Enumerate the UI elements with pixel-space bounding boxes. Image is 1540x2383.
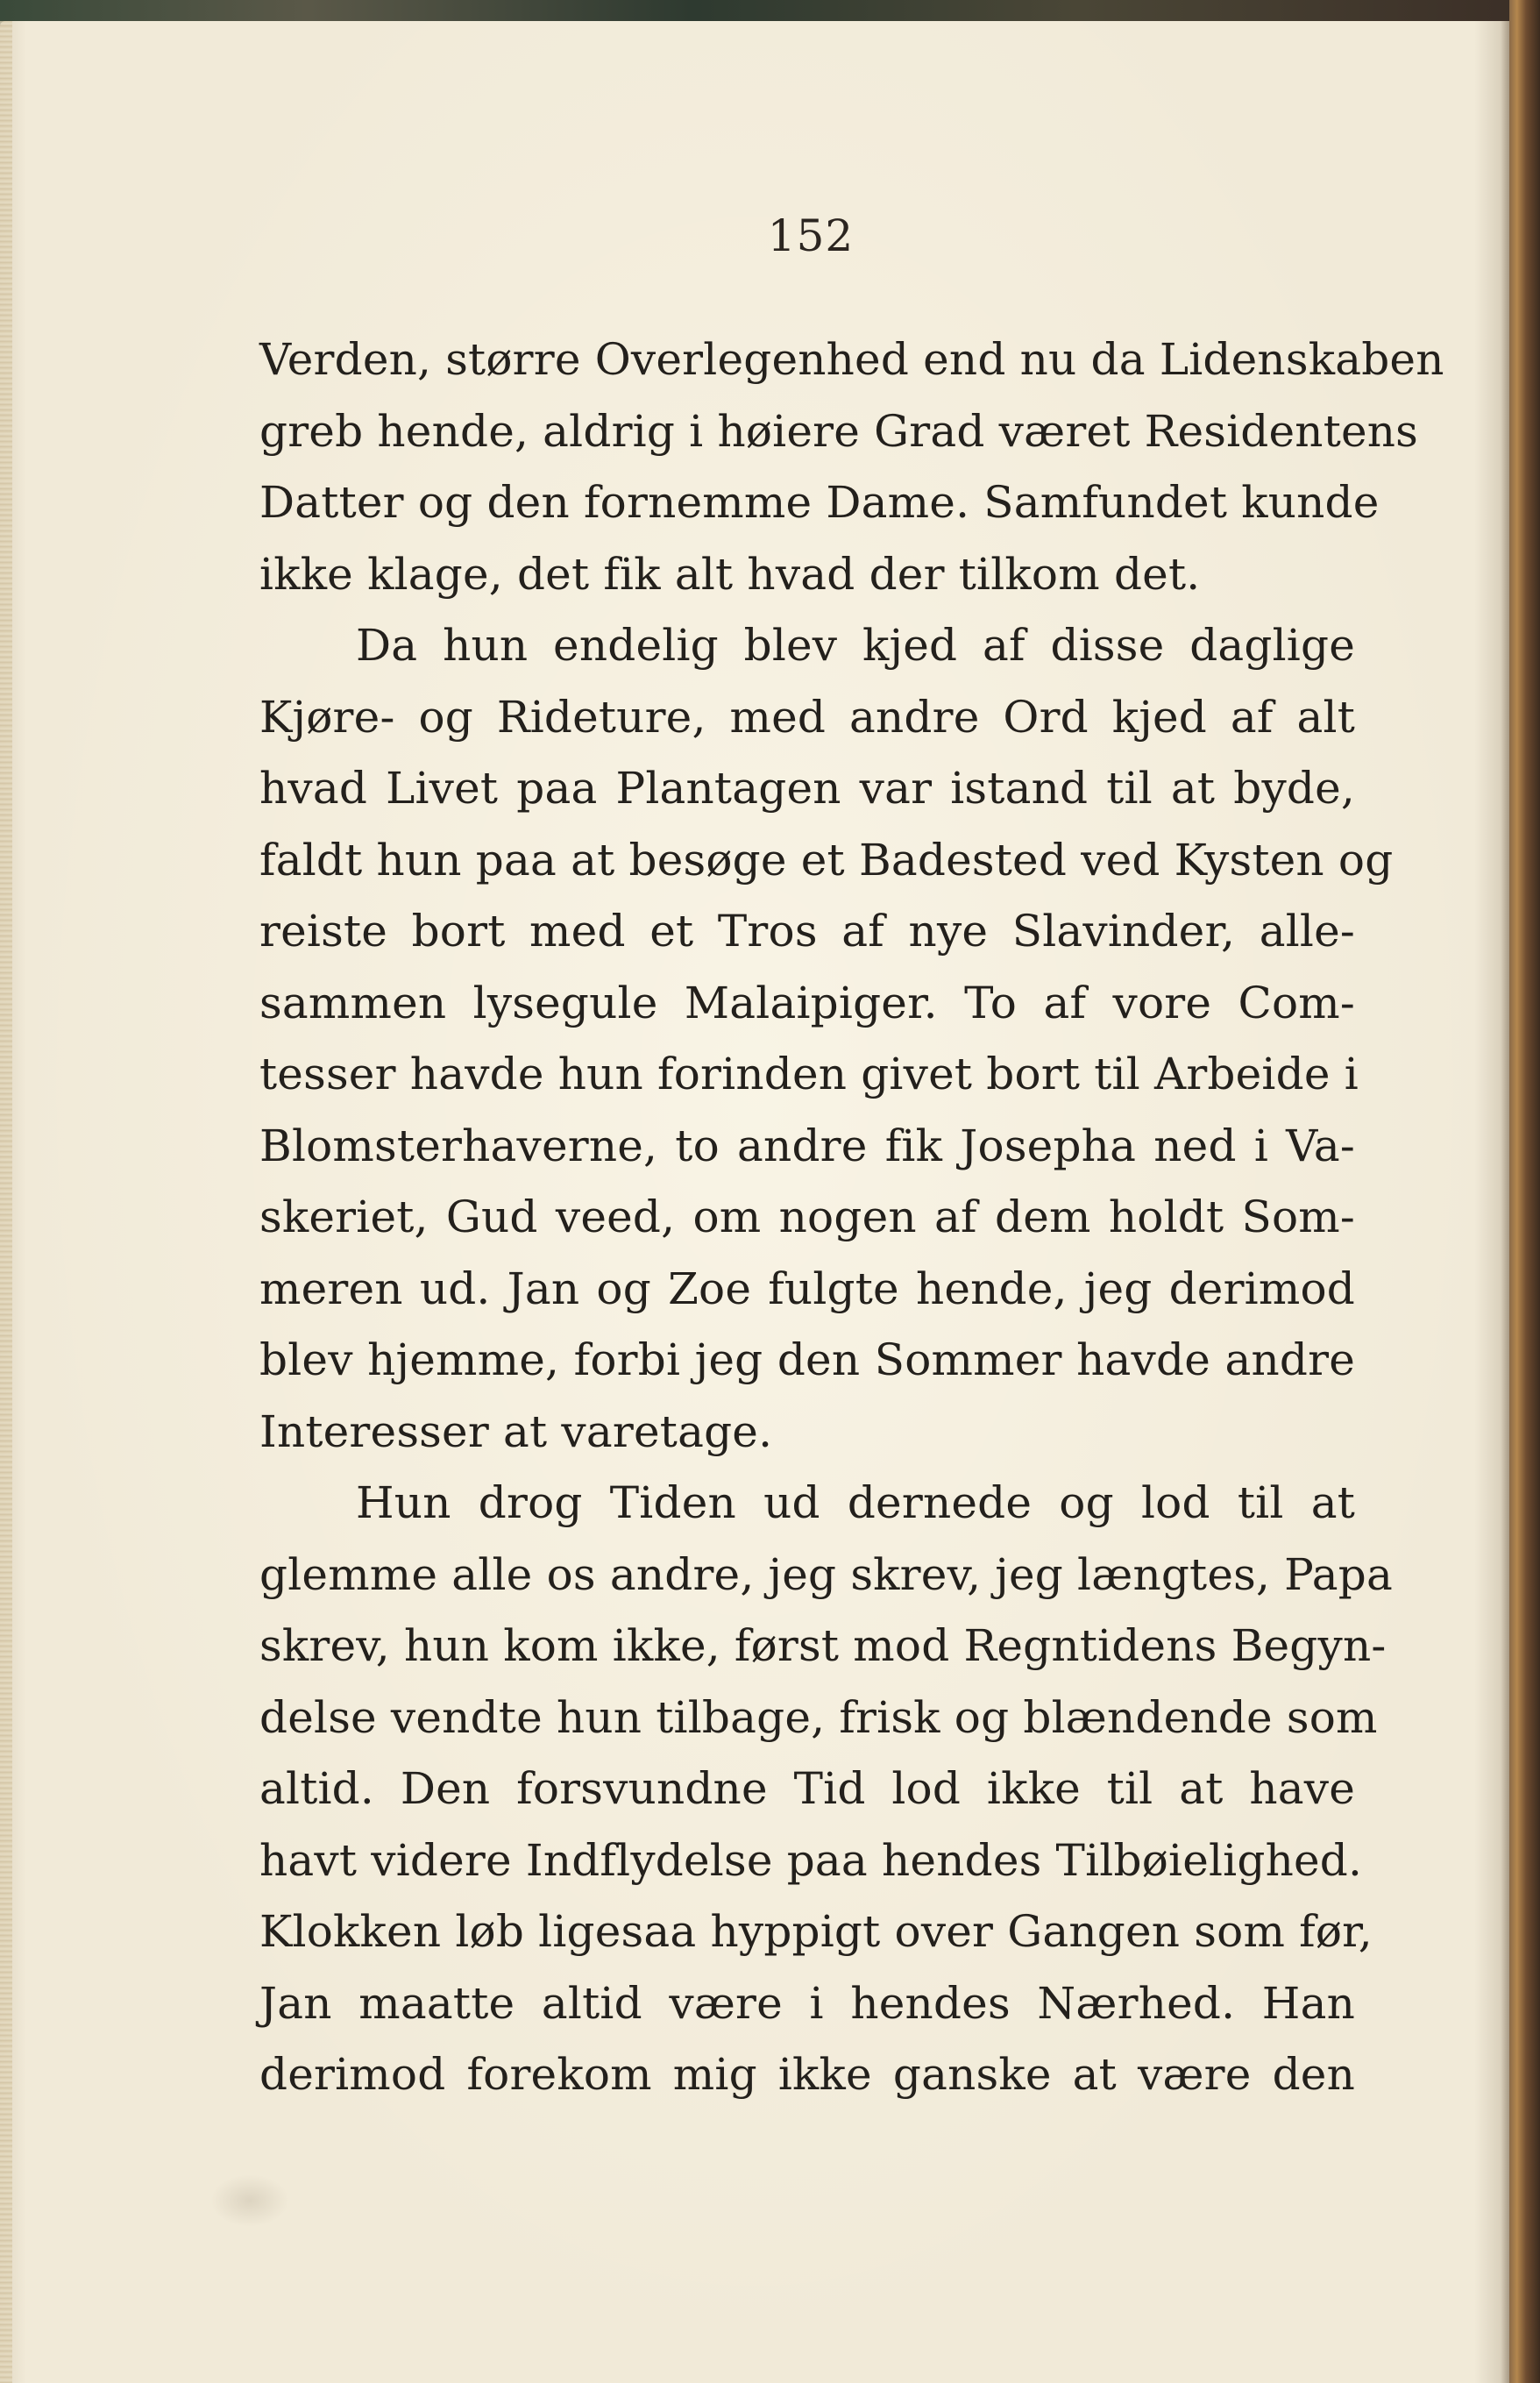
text-line: skeriet, Gud veed, om nogen af dem holdt Som- [259,1192,1355,1242]
text-line: derimod forekom mig ikke ganske at være den [259,2049,1355,2100]
text-line: Da hun endelig blev kjed af disse daglige [356,620,1355,671]
text-line: havt videre Indflydelse paa hendes Tilbøielighed. [259,1834,1363,1886]
text-line: Klokken løb ligesaa hyppigt over Gangen som før, [259,1906,1373,1957]
text-line: glemme alle os andre, jeg skrev, jeg længtes, Papa [259,1548,1394,1600]
text-line: skrev, hun kom ikke, først mod Regntidens Begyn- [259,1620,1387,1671]
text-line: faldt hun paa at besøge et Badested ved Kysten og [259,834,1394,886]
gutter-shadow [1501,21,1509,2383]
text-line: greb hende, aldrig i høiere Grad været Residentens [259,405,1419,457]
paper-stain [210,2174,289,2227]
text-line: delse vendte hun tilbage, frisk og blændende som [259,1691,1378,1743]
text-line: Jan maatte altid være i hendes Nærhed. Han [259,1977,1355,2029]
page-number: 152 [767,210,855,261]
text-line: ikke klage, det fik alt hvad der tilkom det. [259,548,1201,600]
text-line: blev hjemme, forbi jeg den Sommer havde andre [259,1334,1355,1385]
book-spine [1509,0,1540,2383]
text-line: Kjøre- og Rideture, med andre Ord kjed af alt [259,691,1355,743]
text-line: meren ud. Jan og Zoe fulgte hende, jeg derimod [259,1263,1355,1314]
text-line: Datter og den fornemme Dame. Samfundet kunde [259,477,1380,528]
body-text [259,324,1444,2111]
text-line: hvad Livet paa Plantagen var istand til at byde, [259,763,1355,814]
text-line: Verden, større Overlegenhed end nu da Lidenskaben [259,334,1444,385]
text-line: Blomsterhaverne, to andre fik Josepha ned i Va- [259,1120,1355,1171]
text-line: altid. Den forsvundne Tid lod ikke til at have [259,1763,1355,1814]
text-line: Hun drog Tiden ud dernede og lod til at [356,1477,1355,1528]
text-line: tesser havde hun forinden givet bort til Arbeide i [259,1049,1359,1099]
text-line: reiste bort med et Tros af nye Slavinder, alle- [259,906,1355,957]
text-line: Interesser at varetage. [259,1405,773,1457]
page-stack-edge [0,21,12,2383]
text-line: sammen lysegule Malaipiger. To af vore Com- [259,977,1355,1028]
